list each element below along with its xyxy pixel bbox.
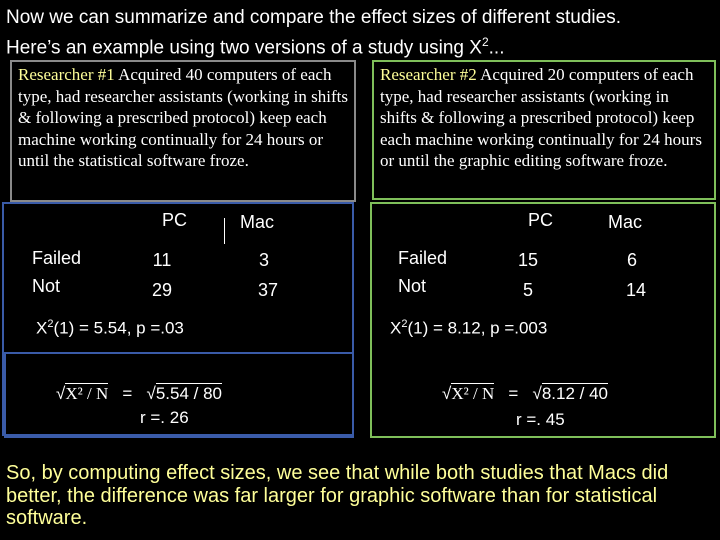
study2-formula-equals: =: [508, 384, 519, 403]
study2-header-pc: PC: [528, 210, 554, 230]
sqrt-symbol: √: [56, 384, 66, 403]
study1-failed-pc: 11: [152, 250, 172, 270]
study2-description-box: [372, 60, 716, 200]
study2-description: Acquired 20 computers of each type, had researcher assistants (working in shifts & following a prescribed protocol) keep each machine working continually for 24 hours or until the graphic editing software froze.: [380, 65, 702, 170]
study1-effect-size-formula: [56, 384, 222, 404]
study2-header-mac: Mac: [608, 212, 643, 232]
study1-header-pc: PC: [162, 210, 188, 230]
study2-row-not-label: Not: [398, 276, 427, 296]
study1-not-pc: 29: [151, 280, 173, 300]
conclusion-text: So, by computing effect sizes, we see that while both studies that Macs did better, the difference was far larger for graphic software than for statistical software.: [6, 462, 669, 529]
study2-row-failed-label: Failed: [398, 248, 448, 268]
study2-formula-right: 8.12 / 40: [541, 384, 609, 403]
study1-description: Acquired 40 computers of each type, had researcher assistants (working in shifts & following a prescribed protocol) keep each machine working continually for 24 hours or until the statistical software froze.: [18, 65, 348, 170]
study1-chi-square-result: $X^2(1) = 5.54$, p =.03: [36, 318, 184, 338]
study1-header-divider: [224, 218, 225, 244]
sqrt-symbol: √: [442, 384, 452, 403]
slide-title: [6, 6, 716, 60]
study2-chi-square-result: $X^2(1) = 8.12$, p =.003: [390, 318, 548, 338]
study2-not-mac: 14: [625, 280, 647, 300]
study2-formula-left: X² / N: [451, 384, 495, 403]
title-line-1: Now we can summarize and compare the effect sizes of different studies.: [6, 7, 621, 28]
study1-label: Researcher #1: [18, 65, 115, 84]
study1-r-result: r =. 26: [140, 408, 189, 427]
study1-row-failed-label: Failed: [32, 248, 82, 268]
study1-failed-mac: 3: [258, 250, 269, 270]
study2-failed-mac: 6: [626, 250, 637, 270]
study1-formula-left: X² / N: [65, 384, 109, 403]
sqrt-symbol: √: [532, 384, 542, 403]
study1-not-mac: 37: [257, 280, 279, 300]
study1-header-mac: Mac: [240, 212, 275, 232]
study1-row-not-label: Not: [32, 276, 61, 296]
study2-effect-size-formula: [442, 384, 608, 404]
study2-results-box: [370, 202, 716, 438]
study2-not-pc: 5: [522, 280, 533, 300]
title-line-2: Here’s an example using two versions of a study using $X^2$...: [6, 35, 505, 59]
sqrt-symbol: √: [146, 384, 156, 403]
study2-label: Researcher #2: [380, 65, 477, 84]
study1-formula-box: [4, 352, 354, 438]
study1-description-box: [10, 60, 356, 202]
study2-failed-pc: 15: [517, 250, 539, 270]
study1-formula-right: 5.54 / 80: [155, 384, 223, 403]
study1-formula-equals: =: [122, 384, 133, 403]
study2-r-result: r =. 45: [516, 410, 565, 429]
